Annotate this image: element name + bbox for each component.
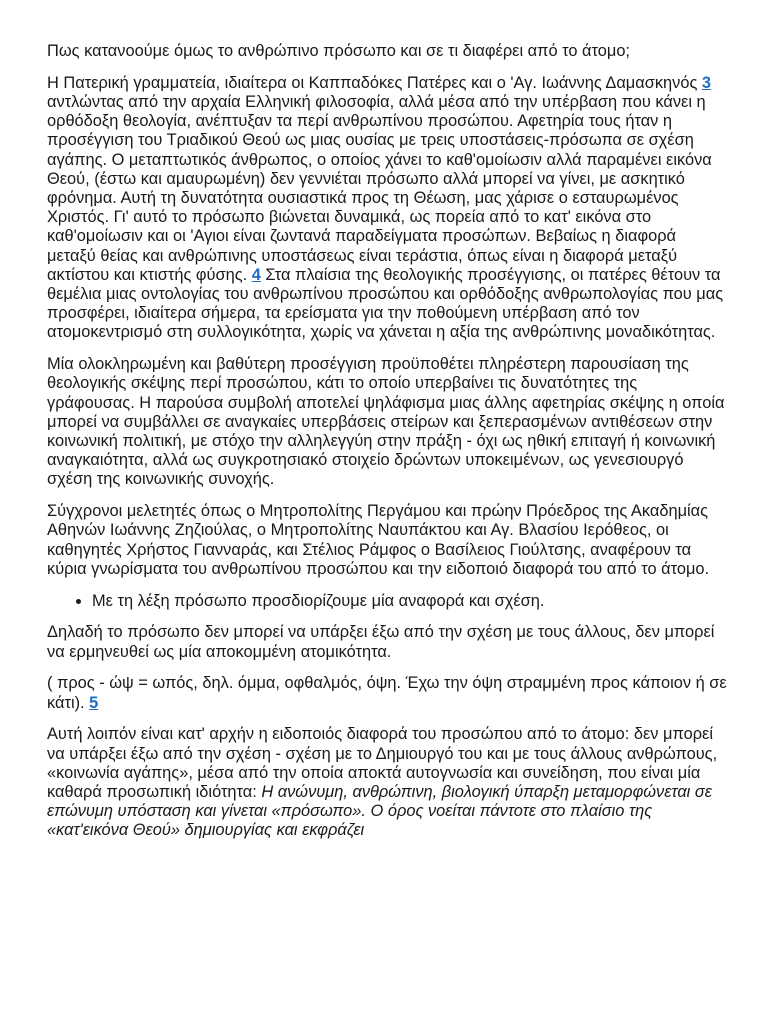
footnote-link-5[interactable]: 5 <box>89 693 99 712</box>
paragraph-etymology <box>47 674 728 712</box>
paragraph-text: Αυτή λοιπόν είναι κατ' αρχήν η ειδοποιός διαφορά του προσώπου από το άτομο: δεν μπορεί να υπάρξει έξω από την σχέση - σχέση με το Δημιουργό του και με τους άλλους ανθρώπους, «κοινωνία αγάπης», μέσα από την οποία αποκτά αυτογνωσία και συνείδηση, που είναι μία καθαρά προσωπική ιδιότητα: <box>47 725 718 802</box>
paragraph-text: αντλώντας από την αρχαία Ελληνική φιλοσοφία, αλλά μέσα από την υπέρβαση που κάνει η ορθόδοξη θεολογία, ανέπτυξαν τα περί ανθρωπίνου προσώπου. Αφετηρία τους ήταν η προσέγγιση του Τριαδικού Θεού ως μιας ουσίας με τρεις υποστάσεις-πρόσωπα σε σχέση αγάπης. Ο μεταπτωτικός άνθρωπος, ο οποίος χάνει το καθ'ομοίωσιν αλλά παραμένει εικόνα Θεού, (έστω και αμαυρωμένη) δεν γεννιέται πρόσωπο αλλά μπορεί να γίνει, με ασκητικό φρόνημα. Αυτή τη δυνατότητα ουσιαστικά προς τη Θέωση, μας χάρισε ο εσταυρωμένος Χριστός. Γι' αυτό το πρόσωπο βιώνεται δυναμικά, ως πορεία από το κατ' εικόνα στο καθ'ομοίωσιν και οι 'Αγιοι είναι ζωντανά παραδείγματα προσώπων. Βεβαίως η διαφορά μεταξύ θείας και ανθρώπινης υποστάσεως είναι τεράστια, όπως είναι η διαφορά μεταξύ ακτίστου και κτιστής φύσης. <box>47 93 712 284</box>
paragraph-approach: Μία ολοκληρωμένη και βαθύτερη προσέγγιση προϋποθέτει πληρέστερη παρουσίαση της θεολογικής σκέψης περί προσώπου, κάτι το οποίο υπερβαίνει τις δυνατότητες της γράφουσας. Η παρούσα συμβολή αποτελεί ψηλάφισμα μιας άλλης αφετηρίας σκέψης η οποία μπορεί να συμβάλλει σε αναγκαίες υπερβάσεις στείρων και ξεπερασμένων αντιθέσεων στην κοινωνική πολιτική, με στόχο την αλληλεγγύη στην πράξη - όχι ως ηθική επιταγή ή κοινωνική αναγκαιότητα, αλλά ως συγκροτησιακό στοιχείο δρώντων υποκειμένων, ως γενεσιουργό σχέση της κοινωνικής συνοχής. <box>47 355 725 489</box>
paragraph-text: Στα πλαίσια της θεολογικής προσέγγισης, οι πατέρες θέτουν τα θεμέλια μιας οντολογίας του ανθρωπίνου προσώπου και ορθόδοξης ανθρωπολογίας που μας προσφέρει, ιδιαίτερα σήμερα, τα ερείσματα για την ποθούμενη υπέρβαση από τον ατομοκεντρισμό στη συλλογικότητα, χωρίς να χάνεται η αξία της ανθρώπινης μοναδικότητας. <box>47 265 724 342</box>
paragraph-scholars: Σύγχρονοι μελετητές όπως ο Μητροπολίτης Περγάμου και πρώην Πρόεδρος της Ακαδημίας Αθηνών Ιωάννης Ζηζιούλας, ο Μητροπολίτης Ναυπάκτου και Αγ. Βλασίου Ιερόθεος, οι καθηγητές Χρήστος Γιανναράς, και Στέλιος Ράμφος ο Βασίλειος Γιούλτσης, αναφέρουν τα κύρια γνωρίσματα του ανθρωπίνου προσώπου και την ειδοποιό διαφορά του από το άτομο. <box>47 502 710 578</box>
paragraph-text: ( προς - ώψ = ωπός, δηλ. όμμα, οφθαλμός, όψη. Έχω την όψη στραμμένη προς κάποιον ή σε κάτι). <box>47 674 727 712</box>
paragraph-difference <box>47 725 728 840</box>
paragraph-patristic <box>47 74 728 343</box>
paragraph-text: Η Πατερική γραμματεία, ιδιαίτερα οι Καππαδόκες Πατέρες και ο 'Αγ. Ιωάννης Δαμασκηνός <box>47 73 702 92</box>
paragraph-question: Πως κατανοούμε όμως το ανθρώπινο πρόσωπο και σε τι διαφέρει από το άτομο; <box>47 42 630 60</box>
bullet-list <box>47 592 728 611</box>
list-item: • Με τη λέξη πρόσωπο προσδιορίζουμε μία αναφορά και σχέση. <box>92 592 728 611</box>
italic-quote: Η ανώνυμη, ανθρώπινη, βιολογική ύπαρξη μεταμορφώνεται σε επώνυμη υπόσταση και γίνεται «πρόσωπο». Ο όρος νοείται πάντοτε στο πλαίσιο της «κατ'εικόνα Θεού» δημιουργίας και εκφράζει <box>47 783 712 840</box>
footnote-link-4[interactable]: 4 <box>251 265 261 284</box>
footnote-link-3[interactable]: 3 <box>701 73 712 92</box>
paragraph-relation: Δηλαδή το πρόσωπο δεν μπορεί να υπάρξει έξω από την σχέση με τους άλλους, δεν μπορεί να ερμηνευθεί ως μία αποκομμένη ατομικότητα. <box>47 623 715 661</box>
